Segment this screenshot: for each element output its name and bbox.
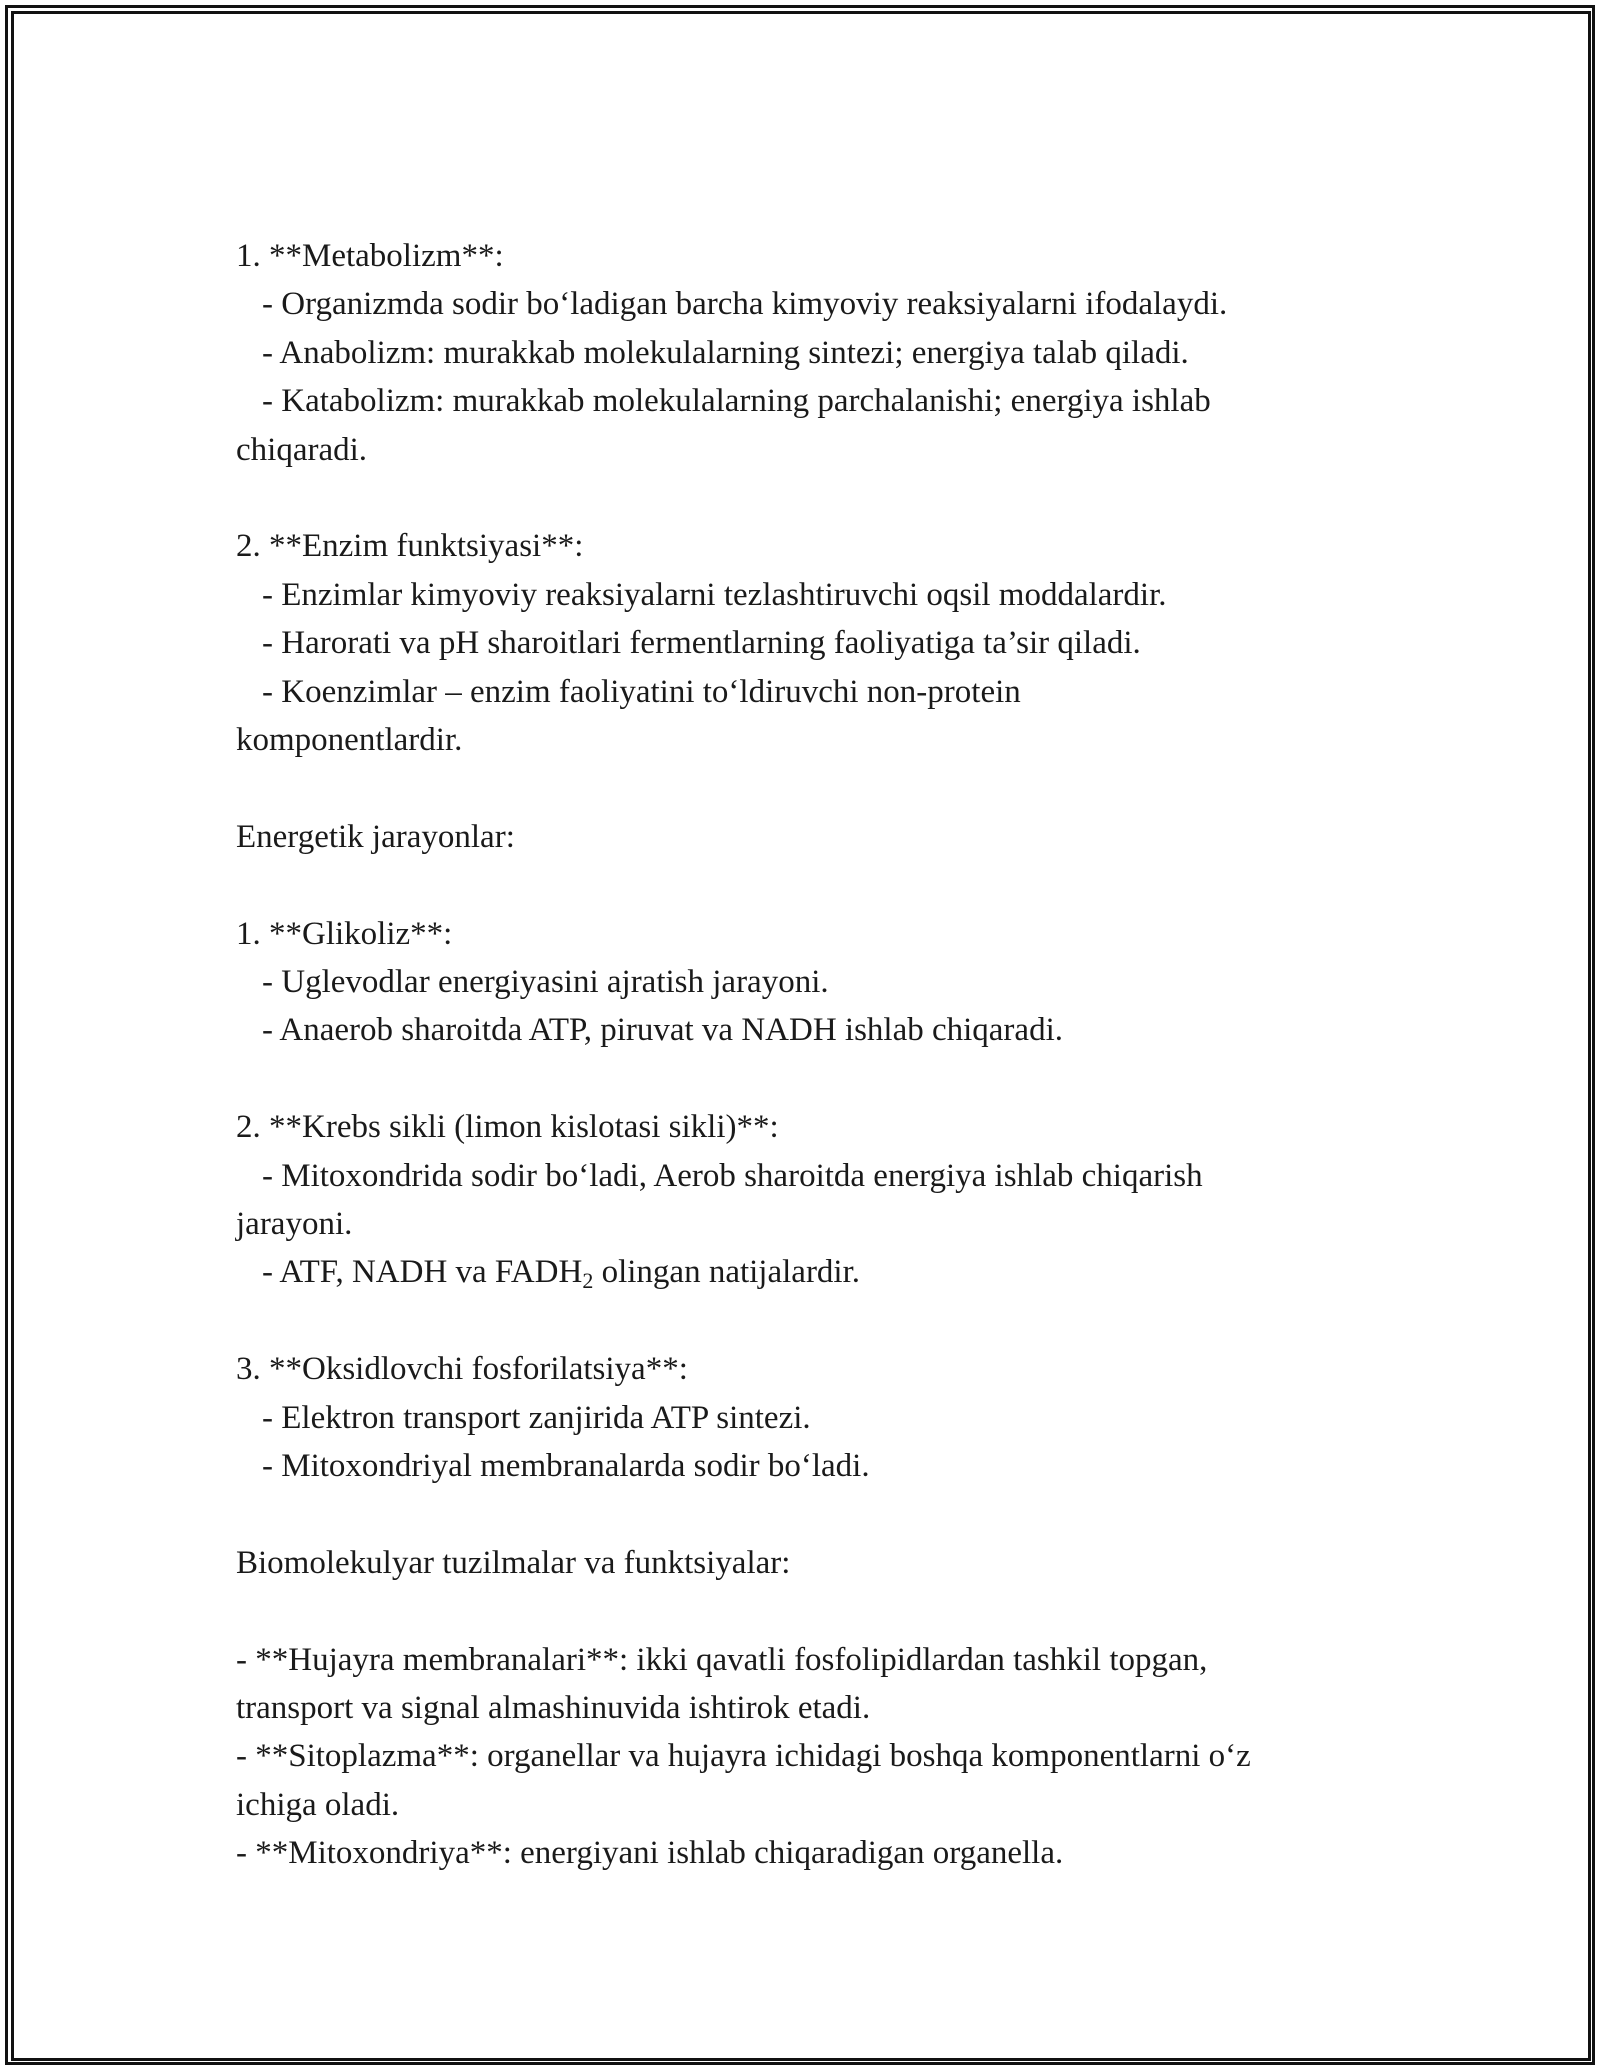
bullet-continuation: chiqaradi.	[236, 431, 368, 468]
document-body	[236, 232, 1396, 1878]
bullet-line: - Organizmda sodir bo‘ladigan barcha kimyoviy reaksiyalarni ifodalaydi.	[262, 286, 1228, 323]
bullet-line: - Anaerob sharoitda ATP, piruvat va NADH ishlab chiqaradi.	[262, 1012, 1063, 1049]
bullet-line: - Mitoxondriyal membranalarda sodir bo‘ladi.	[262, 1448, 870, 1485]
bio-item: - **Hujayra membranalari**: ikki qavatli fosfolipidlardan tashkil topgan,	[236, 1641, 1208, 1678]
bullet-continuation: komponentlardir.	[236, 722, 463, 759]
fadh-text-after: olingan natijalardir.	[593, 1254, 861, 1291]
bullet-line: - Enzimlar kimyoviy reaksiyalarni tezlashtiruvchi oqsil moddalardir.	[262, 576, 1167, 613]
bullet-continuation: jarayoni.	[236, 1206, 353, 1243]
bio-item: - **Mitoxondriya**: energiyani ishlab chiqaradigan organella.	[236, 1835, 1064, 1872]
bullet-line: - Elektron transport zanjirida ATP sintezi.	[262, 1399, 811, 1436]
paragraph-gap	[236, 1297, 1396, 1345]
section-heading-krebs: 2. **Krebs sikli (limon kislotasi sikli)**:	[236, 1109, 779, 1146]
bullet-line: - Mitoxondrida sodir bo‘ladi, Aerob sharoitda energiya ishlab chiqarish	[262, 1157, 1203, 1194]
fadh-subscript: 2	[582, 1268, 594, 1294]
bullet-line: - Harorati va pH sharoitlari fermentlarning faoliyatiga ta’sir qiladi.	[262, 625, 1141, 662]
paragraph-gap	[236, 1055, 1396, 1103]
bullet-line-fadh	[236, 1248, 1396, 1296]
bio-title: Biomolekulyar tuzilmalar va funktsiyalar:	[236, 1544, 791, 1581]
bullet-line: - Koenzimlar – enzim faoliyatini to‘ldiruvchi non-protein	[262, 673, 1021, 710]
bullet-line: - Katabolizm: murakkab molekulalarning parchalanishi; energiya ishlab	[262, 383, 1211, 420]
paragraph-gap	[236, 861, 1396, 909]
energy-title: Energetik jarayonlar:	[236, 818, 515, 855]
section-heading-metabolizm: 1. **Metabolizm**:	[236, 238, 504, 274]
paragraph-gap	[236, 474, 1396, 522]
bio-item-continuation: transport va signal almashinuvida ishtirok etadi.	[236, 1690, 871, 1727]
section-heading-glikoliz: 1. **Glikoliz**:	[236, 915, 453, 952]
bullet-line: - Anabolizm: murakkab molekulalarning sintezi; energiya talab qiladi.	[262, 334, 1189, 371]
paragraph-gap	[236, 1490, 1396, 1538]
fadh-text-before: - ATF, NADH va FADH	[262, 1254, 583, 1291]
paragraph-gap	[236, 1587, 1396, 1635]
section-heading-enzim: 2. **Enzim funktsiyasi**:	[236, 528, 584, 565]
paragraph-gap	[236, 764, 1396, 812]
bio-item-continuation: ichiga oladi.	[236, 1786, 400, 1823]
bio-item: - **Sitoplazma**: organellar va hujayra ichidagi boshqa komponentlarni o‘z	[236, 1738, 1251, 1775]
bullet-line: - Uglevodlar energiyasini ajratish jarayoni.	[262, 964, 829, 1001]
section-heading-oksidlovchi: 3. **Oksidlovchi fosforilatsiya**:	[236, 1351, 688, 1388]
